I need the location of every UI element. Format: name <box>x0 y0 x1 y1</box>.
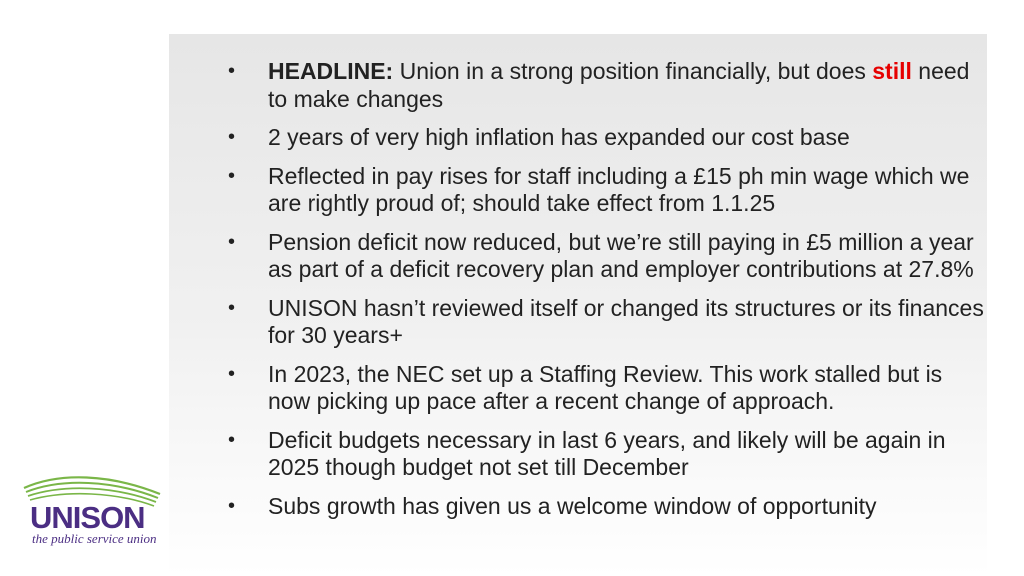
logo-wordmark: UNISON <box>30 500 145 535</box>
bullet-glyph: • <box>228 494 236 517</box>
bullet-text: Pension deficit now reduced, but we’re still paying in £5 million a year as part of a deficit recovery plan and employer contributions at 27.8% <box>268 228 974 282</box>
bullet-glyph: • <box>228 164 236 187</box>
bullet-glyph: • <box>228 428 236 451</box>
bullet-headline <box>226 58 986 113</box>
bullet-glyph: • <box>228 296 236 319</box>
bullet-glyph: • <box>228 230 236 253</box>
bullet-glyph: • <box>228 60 236 82</box>
bullet-text: Reflected in pay rises for staff including a £15 ph min wage which we are rightly proud of; should take effect from 1.1.25 <box>268 162 970 216</box>
bullet-text: 2 years of very high inflation has expanded our cost base <box>268 124 850 150</box>
bullet-list <box>226 58 986 531</box>
bullet-deficit <box>226 427 986 482</box>
logo-tagline: the public service union <box>32 531 157 546</box>
bullet-text: Deficit budgets necessary in last 6 years, and likely will be again in 2025 though budget not set till December <box>268 426 946 480</box>
bullet-pay-rises <box>226 163 986 218</box>
bullet-glyph: • <box>228 362 236 385</box>
bullet-text: Subs growth has given us a welcome window of opportunity <box>268 492 877 519</box>
bullet-text: In 2023, the NEC set up a Staffing Review. This work stalled but is now picking up pace after a recent change of approach. <box>268 360 943 414</box>
bullet-text: UNISON hasn’t reviewed itself or changed its structures or its finances for 30 years+ <box>268 294 984 348</box>
bullet-pension <box>226 229 986 284</box>
headline-text-b: need to make changes <box>268 58 970 112</box>
bullet-glyph: • <box>228 126 236 148</box>
bullet-inflation <box>226 124 986 152</box>
headline-text-a: Union in a strong position financially, but does <box>393 58 873 84</box>
bullet-subs <box>226 493 986 521</box>
bullet-review <box>226 295 986 350</box>
headline-label: HEADLINE: <box>268 58 394 84</box>
bullet-staffing <box>226 361 986 416</box>
headline-emphasis: still <box>872 58 912 84</box>
